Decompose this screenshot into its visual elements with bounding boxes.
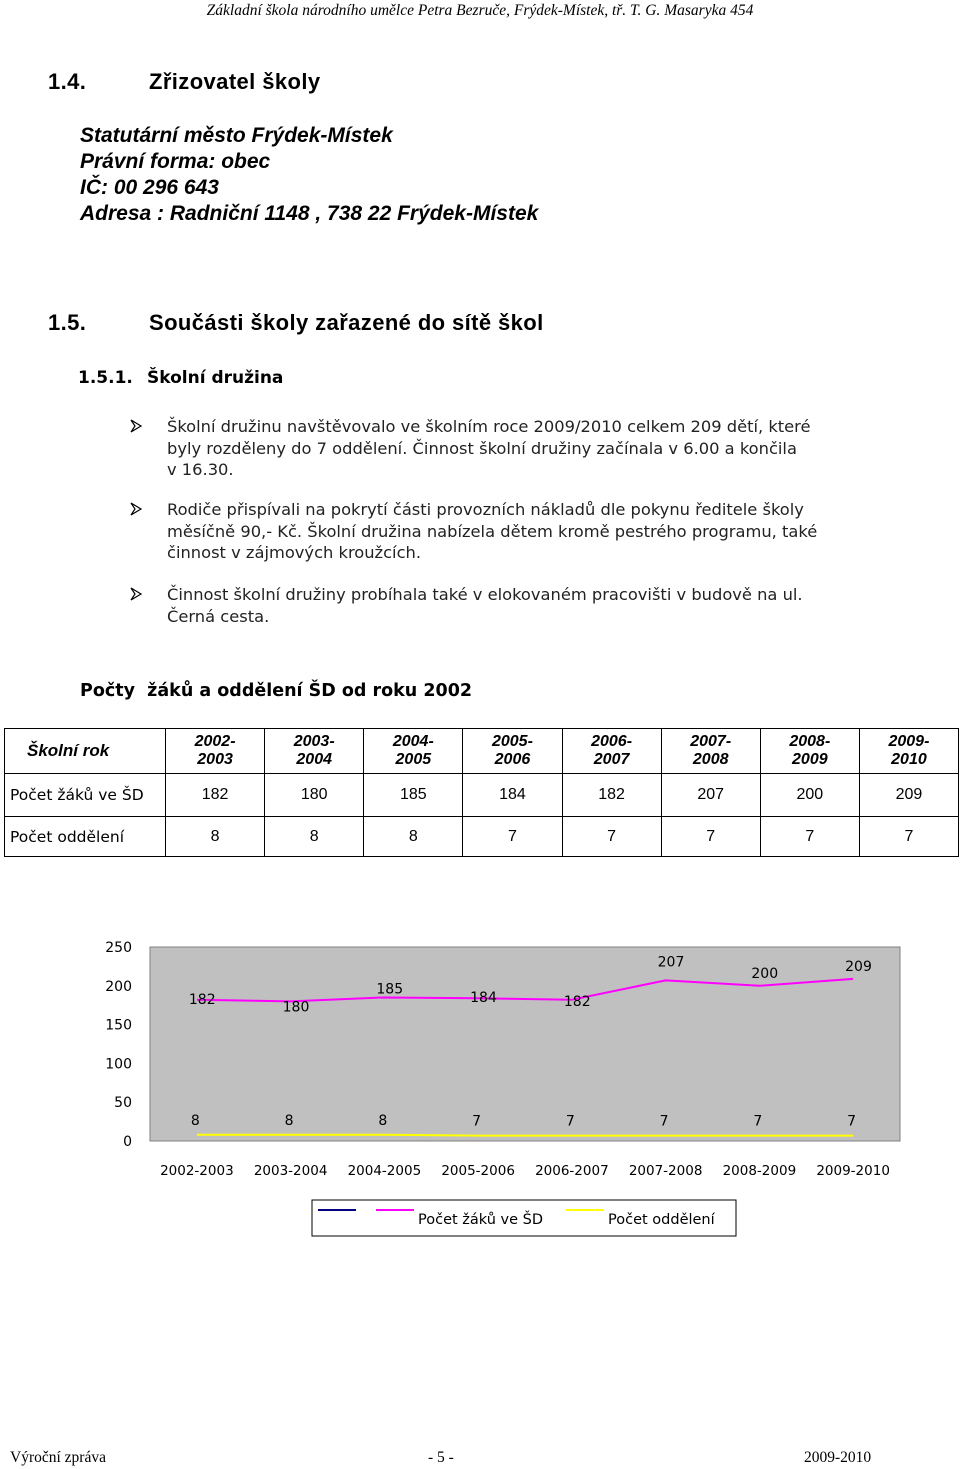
company-id: IČ: 00 296 643 <box>80 176 219 199</box>
table-row <box>5 729 959 774</box>
year-cell: 2007- 2008 <box>661 729 760 774</box>
pupils-cell: 185 <box>364 774 463 817</box>
groups-cell: 7 <box>661 817 760 857</box>
year-cell: 2002- 2003 <box>166 729 265 774</box>
bullet-item <box>129 416 887 481</box>
bullet-line: v 16.30. <box>167 460 234 479</box>
groups-cell: 7 <box>463 817 562 857</box>
page-number: - 5 - <box>428 1449 454 1466</box>
section-1-5-1-heading <box>78 368 378 390</box>
table-row-label: Počet oddělení <box>5 817 166 857</box>
data-label: 7 <box>472 1113 482 1130</box>
data-label: 8 <box>378 1112 388 1129</box>
section-title: Zřizovatel školy <box>149 69 321 94</box>
x-tick-label: 2004-2005 <box>347 1163 422 1179</box>
x-tick-label: 2003-2004 <box>253 1163 328 1179</box>
section-number: 1.5.1. <box>78 368 133 388</box>
data-label: 182 <box>563 993 591 1010</box>
pupils-groups-chart <box>0 930 960 1250</box>
data-label: 185 <box>376 981 404 998</box>
data-label: 207 <box>657 954 685 971</box>
arrow-bullet-icon <box>129 419 143 433</box>
groups-cell: 8 <box>265 817 364 857</box>
legend-label: Počet žáků ve ŠD <box>418 1212 544 1228</box>
data-label: 184 <box>470 990 497 1007</box>
bullet-line: Černá cesta. <box>167 606 270 626</box>
table-row-label: Počet žáků ve ŠD <box>5 774 166 817</box>
data-label: 200 <box>751 965 779 982</box>
y-tick-label: 250 <box>105 940 132 956</box>
table-row <box>5 817 959 857</box>
pupils-cell: 184 <box>463 774 562 817</box>
year-cell: 2005- 2006 <box>463 729 562 774</box>
x-tick-label: 2008-2009 <box>722 1163 797 1179</box>
table-row-label: Školní rok <box>5 729 166 774</box>
y-tick-label: 150 <box>105 1017 132 1034</box>
x-tick-label: 2009-2010 <box>816 1163 890 1179</box>
x-tick-label: 2002-2003 <box>160 1163 234 1179</box>
year-cell: 2009- 2010 <box>859 729 958 774</box>
plot-area <box>150 947 900 1141</box>
address: Adresa : Radniční 1148 , 738 22 Frýdek-Místek <box>80 202 539 225</box>
groups-cell: 7 <box>562 817 661 857</box>
section-title: Školní družina <box>147 368 284 388</box>
bullet-line: činnost v zájmových kroužcích. <box>167 543 422 562</box>
legend-label: Počet oddělení <box>608 1212 715 1228</box>
groups-cell: 8 <box>166 817 265 857</box>
table-row <box>5 774 959 817</box>
bullet-item <box>129 499 887 564</box>
section-number: 1.4. <box>48 69 87 94</box>
y-tick-label: 0 <box>123 1134 132 1150</box>
section-title: Součásti školy zařazené do sítě škol <box>149 310 544 335</box>
series-line <box>197 1135 853 1136</box>
legal-form: Právní forma: obec <box>80 150 271 173</box>
year-cell: 2008- 2009 <box>760 729 859 774</box>
section-1-4-heading <box>48 69 548 97</box>
data-label: 7 <box>753 1113 763 1130</box>
groups-cell: 8 <box>364 817 463 857</box>
data-label: 7 <box>565 1113 575 1130</box>
year-cell: 2004- 2005 <box>364 729 463 774</box>
pupils-cell: 209 <box>859 774 958 817</box>
data-label: 8 <box>190 1112 200 1129</box>
running-header: Základní škola národního umělce Petra Bezruče, Frýdek-Místek, tř. T. G. Masaryka 454 <box>206 2 754 19</box>
arrow-bullet-icon <box>129 502 143 516</box>
bullet-line: Činnost školní družiny probíhala také v elokovaném pracovišti v budově na ul. <box>167 585 803 604</box>
pupils-cell: 207 <box>661 774 760 817</box>
founder-name: Statutární město Frýdek-Místek <box>80 124 393 147</box>
y-tick-label: 50 <box>114 1095 132 1112</box>
bullet-line: Školní družinu navštěvovalo ve školním roce 2009/2010 celkem 209 dětí, které <box>167 417 811 436</box>
bullet-line: měsíčně 90,- Kč. Školní družina nabízela dětem kromě pestrého programu, také <box>167 521 818 541</box>
x-tick-label: 2006-2007 <box>535 1163 609 1179</box>
data-label: 7 <box>847 1113 857 1130</box>
bullet-item <box>129 584 887 627</box>
year-cell: 2006- 2007 <box>562 729 661 774</box>
data-label: 209 <box>845 958 872 975</box>
stats-table <box>4 728 959 857</box>
footer-right: 2009-2010 <box>804 1449 872 1466</box>
data-label: 180 <box>282 999 310 1016</box>
y-tick-label: 200 <box>105 978 132 995</box>
data-label: 182 <box>188 991 216 1008</box>
pupils-cell: 180 <box>265 774 364 817</box>
bullet-line: byly rozděleny do 7 oddělení. Činnost školní družiny začínala v 6.00 a končila <box>167 438 797 458</box>
pupils-cell: 200 <box>760 774 859 817</box>
x-tick-label: 2005-2006 <box>441 1163 515 1179</box>
stats-heading: Počty žáků a oddělení ŠD od roku 2002 <box>80 681 473 701</box>
arrow-bullet-icon <box>129 587 143 601</box>
pupils-cell: 182 <box>166 774 265 817</box>
bullet-line: Rodiče přispívali na pokrytí části provozních nákladů dle pokynu ředitele školy <box>167 500 804 519</box>
groups-cell: 7 <box>760 817 859 857</box>
y-tick-label: 100 <box>105 1056 132 1073</box>
groups-cell: 7 <box>859 817 958 857</box>
section-number: 1.5. <box>48 310 87 335</box>
year-cell: 2003- 2004 <box>265 729 364 774</box>
data-label: 7 <box>659 1113 669 1130</box>
footer-left: Výroční zpráva <box>10 1449 106 1466</box>
pupils-cell: 182 <box>562 774 661 817</box>
section-1-5-heading <box>48 310 698 338</box>
data-label: 8 <box>284 1112 294 1129</box>
x-tick-label: 2007-2008 <box>628 1163 703 1179</box>
